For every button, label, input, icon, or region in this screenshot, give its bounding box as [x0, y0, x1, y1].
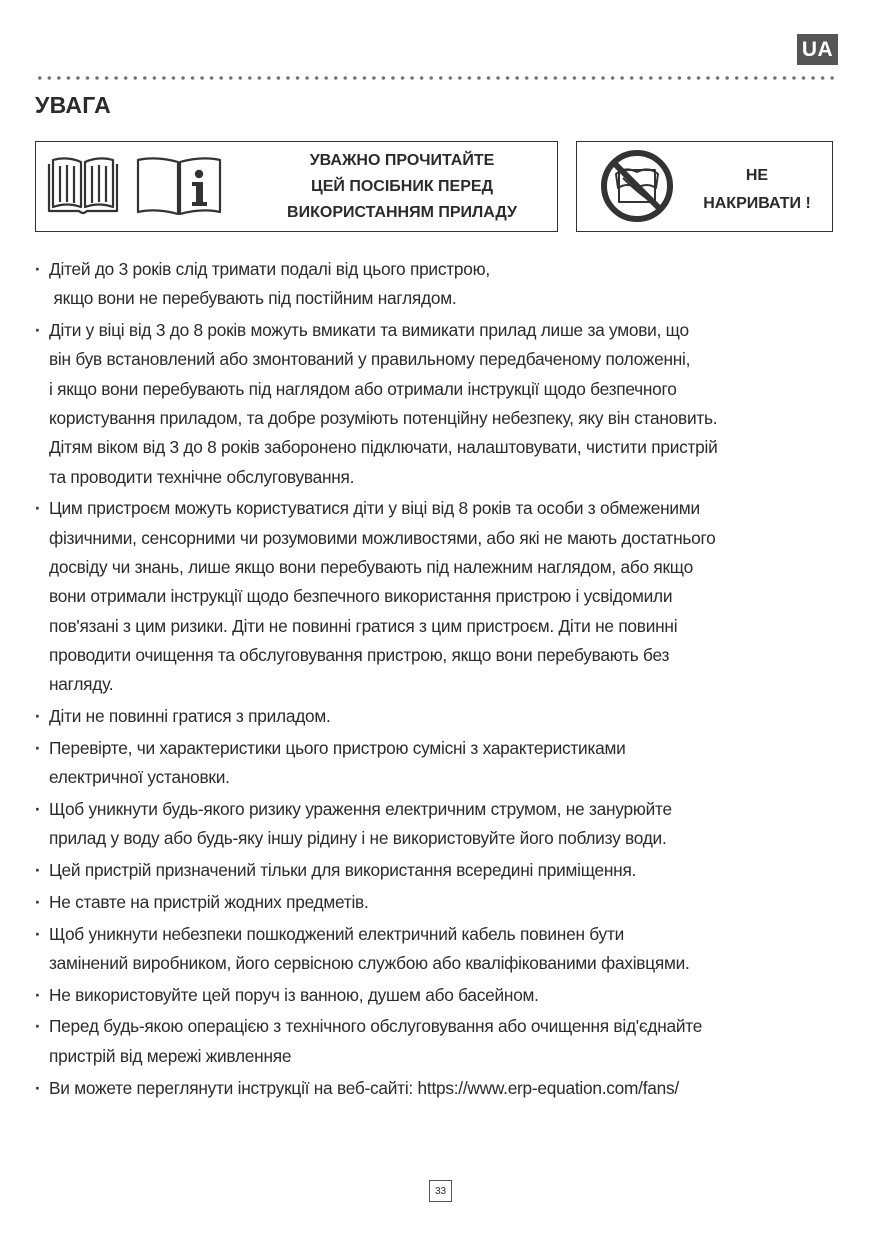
list-item: · Діти у віці від 3 до 8 років можуть вмикати та вимикати прилад лише за умови, що він був встановлений або змонтований у правильному передбаченому положенні, і якщо вони перебувають під наглядом або отримали інструкції щодо безпечного користування приладом, та добре розуміють потенційну небезпеку, яку він становить. Дітям віком від 3 до 8 років заборонено підключати, налаштовувати, чистити пристрій та проводити технічне обслуговування. [35, 316, 845, 492]
no-cover-icon [599, 148, 675, 224]
info-icon [134, 154, 226, 218]
warnings-list [35, 255, 845, 1105]
list-item: · Дітей до 3 років слід тримати подалі від цього пристрою, якщо вони не перебувають під постійним наглядом. [35, 255, 845, 314]
read-manual-text: УВАЖНО ПРОЧИТАЙТЕ ЦЕЙ ПОСІБНИК ПЕРЕД ВИКОРИСТАННЯМ ПРИЛАДУ [287, 152, 517, 221]
list-item: · Не ставте на пристрій жодних предметів. [35, 888, 845, 917]
list-item: · Цим пристроєм можуть користуватися діти у віці від 8 років та особи з обмеженими фізичними, сенсорними чи розумовими можливостями, або які не мають достатнього досвіду чи знань, лише якщо вони перебувають під належним наглядом, або якщо вони отримали інструкції щодо безпечного використання пристрою і усвідомили пов'язані з цим ризики. Діти не повинні гратися з цим пристроєм. Діти не повинні проводити очищення та обслуговування пристрою, якщо вони перебувають без нагляду. [35, 494, 845, 699]
list-item: · Щоб уникнути небезпеки пошкоджений електричний кабель повинен бути замінений виробником, його сервісною службою або кваліфікованими фахівцями. [35, 920, 845, 979]
list-item: · Перед будь-якою операцією з технічного обслуговування або очищення від'єднайте пристрій від мережі живленняе [35, 1012, 845, 1071]
list-item: · Ви можете переглянути інструкції на веб-сайті: https://www.erp-equation.com/fans/ [35, 1074, 845, 1103]
list-item: · Перевірте, чи характеристики цього пристрою сумісні з характеристиками електричної установки. [35, 734, 845, 793]
list-item: · Цей пристрій призначений тільки для використання всередині приміщення. [35, 856, 845, 885]
list-item: · Щоб уникнути будь-якого ризику ураження електричним струмом, не занурюйте прилад у воду або будь-яку іншу рідину і не використовуйте його поблизу води. [35, 795, 845, 854]
book-icon [45, 154, 121, 216]
do-not-cover-text: НЕ НАКРИВАТИ ! [703, 167, 811, 212]
dotted-divider [35, 75, 839, 81]
read-manual-notice [35, 141, 558, 232]
list-item: · Не використовуйте цей поруч із ванною, душем або басейном. [35, 981, 845, 1010]
page-title: УВАГА [35, 92, 112, 118]
list-item: · Діти не повинні гратися з приладом. [35, 702, 845, 731]
page-number: 33 [429, 1180, 452, 1202]
do-not-cover-notice [576, 141, 833, 232]
language-badge: UA [797, 34, 838, 65]
